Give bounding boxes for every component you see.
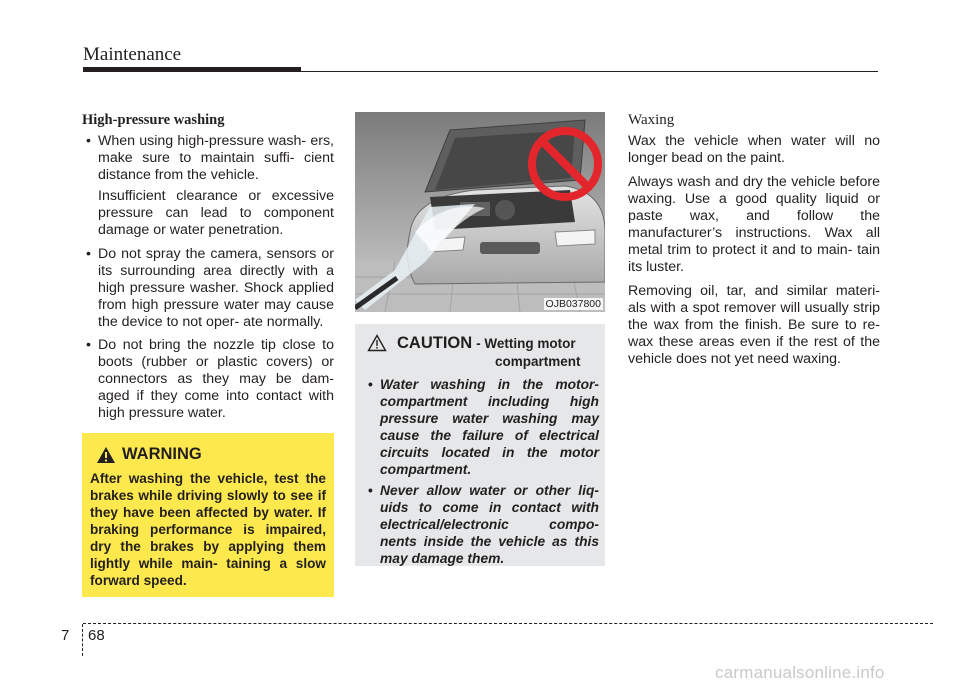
paragraph: Removing oil, tar, and similar materi- als with a spot remover will usually strip the wax from the finish. Be sure to re-wax these areas even if the rest of the vehicle does not yet need waxing.: [628, 283, 880, 367]
caution-item-text: Never allow water or other liq- uids to come in contact with electrical/electronic compo- nents inside the vehicle as this may damage them.: [380, 483, 599, 566]
caution-box: [355, 324, 605, 566]
bullet-item: [82, 133, 334, 239]
bullet-text: Do not spray the camera, sensors or its surrounding area directly with a high pressure washer. Shock applied from high pressure water may cause the device to not oper- ate normally.: [98, 246, 334, 330]
caution-item-text: Water washing in the motor- compartment including high pressure water washing may cause the failure of electrical circuits located in the motor compartment.: [380, 377, 599, 477]
footer-divider: [82, 624, 83, 656]
footer-rule: [83, 623, 933, 624]
caution-title: CAUTION: [397, 334, 473, 352]
caution-triangle-icon: [367, 334, 387, 352]
caution-subtitle-line2: compartment: [495, 354, 581, 369]
caution-list: [367, 376, 599, 571]
prohibited-washing-illustration: [355, 112, 605, 312]
header-rule: [83, 71, 878, 72]
bullet-marker: •: [86, 133, 91, 149]
bullet-text: When using high-pressure wash- ers, make sure to maintain suffi- cient distance from the vehicle.: [98, 133, 334, 183]
warning-box: [82, 433, 334, 597]
watermark: carmanualsonline.info: [715, 663, 885, 682]
bullet-item: [82, 337, 334, 422]
bullet-marker: •: [368, 377, 373, 392]
page-number: 68: [88, 627, 105, 644]
bullet-marker: •: [86, 337, 91, 353]
caution-header: [367, 334, 576, 353]
caution-item: [367, 482, 599, 567]
section-heading-high-pressure: High-pressure washing: [82, 112, 225, 128]
right-column: [628, 112, 880, 375]
bullet-text: Do not bring the nozzle tip close to boots (rubber or plastic covers) or connectors as they may be dam- aged if they come into contact with high pressure water.: [98, 337, 334, 421]
paragraph: Always wash and dry the vehicle before waxing. Use a good quality liquid or paste wax, and follow the manufacturer’s instructions. Wax all metal trim to protect it and to main- tain its luster.: [628, 174, 880, 275]
engine-wash-photo: [355, 112, 605, 312]
warning-body: After washing the vehicle, test the brakes while driving slowly to see if they have been affected by water. If braking performance is impaired, dry the brakes by applying them lightly while main- taining a slow forward speed.: [90, 471, 326, 588]
chapter-number: 7: [61, 627, 70, 644]
bullet-item: [82, 246, 334, 331]
page-header-title: Maintenance: [83, 44, 182, 65]
warning-header: [96, 445, 202, 464]
figure-code: OJB037800: [545, 298, 601, 310]
section-heading-waxing: Waxing: [628, 112, 675, 128]
bullet-marker: •: [368, 483, 373, 498]
bullet-marker: •: [86, 246, 91, 262]
warning-title: WARNING: [122, 445, 202, 463]
bullet-note: Insufficient clearance or excessive pressure can lead to component damage or water penetration.: [98, 188, 334, 238]
left-column: [82, 112, 334, 428]
caution-subtitle: - Wetting motor: [476, 336, 576, 351]
paragraph: Wax the vehicle when water will no longer bead on the paint.: [628, 133, 880, 166]
caution-item: [367, 376, 599, 478]
warning-triangle-icon: [96, 446, 116, 464]
